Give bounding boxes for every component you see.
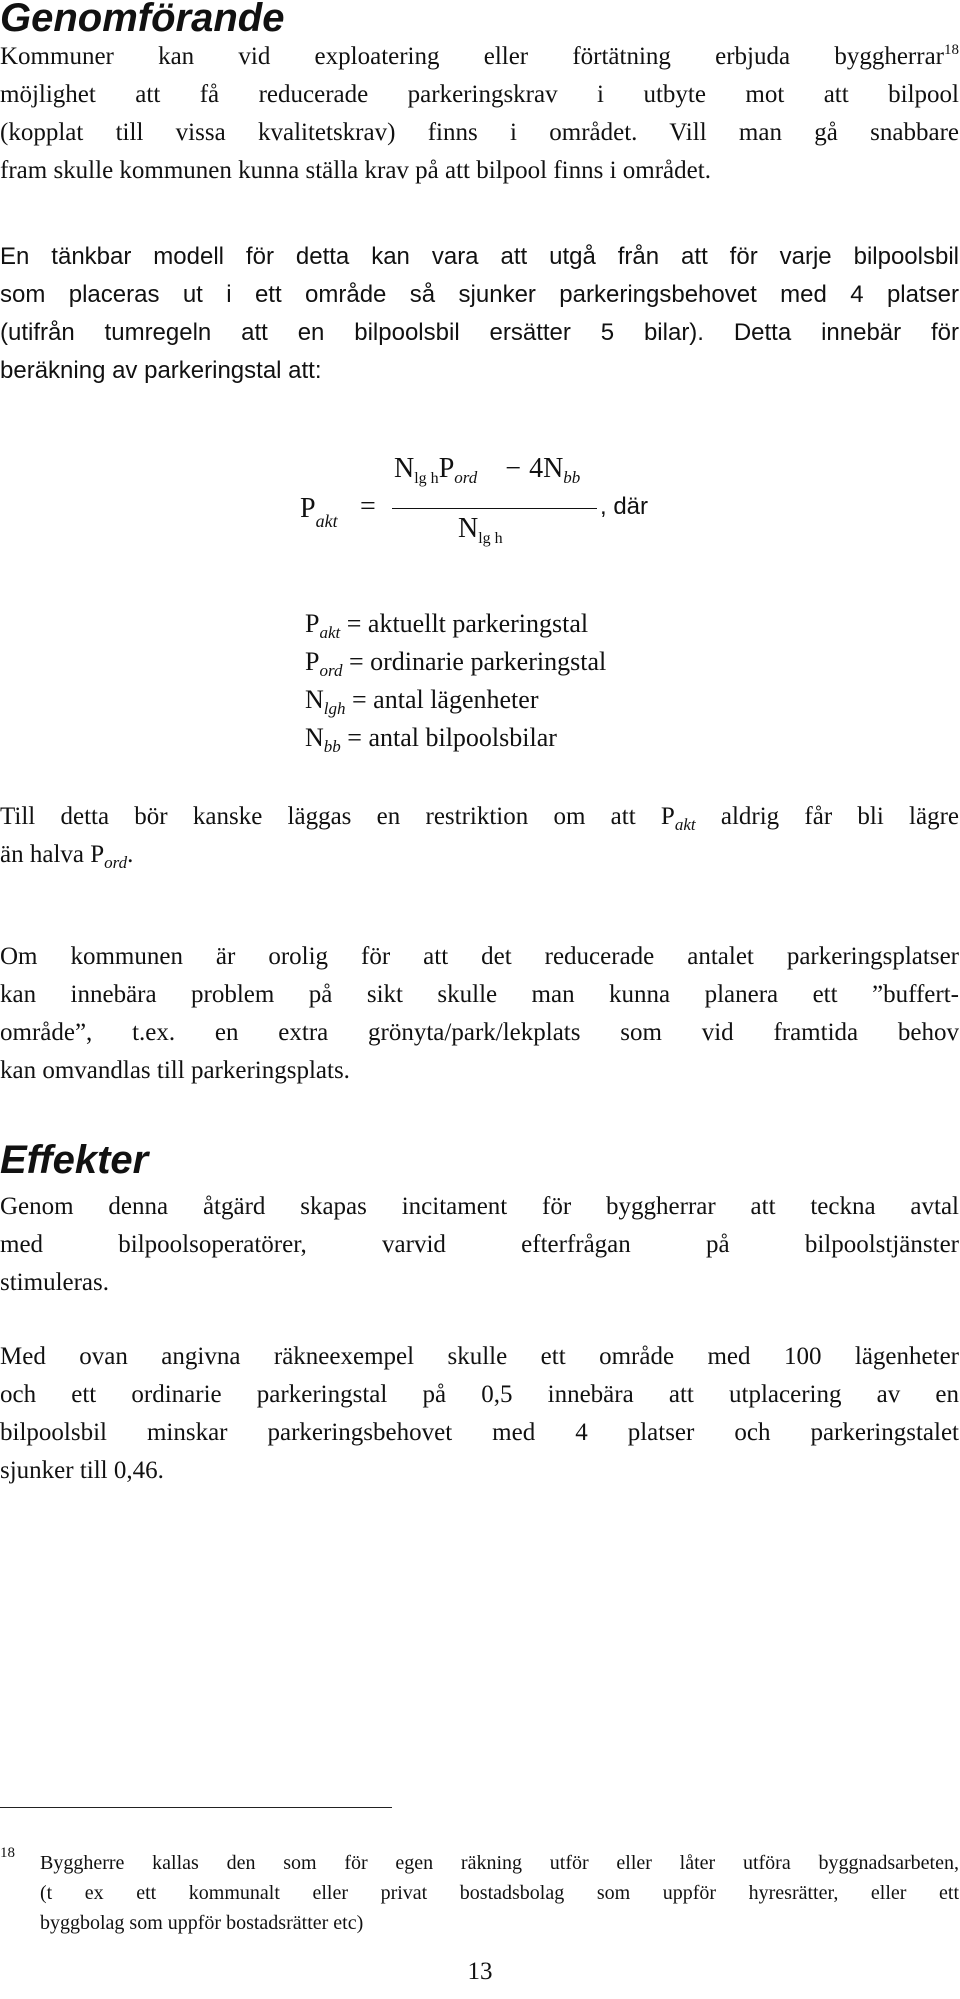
footnote-separator xyxy=(0,1807,392,1808)
section-heading-genomforande: Genomförande xyxy=(0,0,285,40)
text-line: fram skulle kommunen kunna ställa krav på att bilpool finns i området. xyxy=(0,157,711,184)
formula-equals: = xyxy=(360,491,376,522)
footnote-number: 18 xyxy=(0,1845,15,1861)
definition-item: $N_{lgh}$ = antal lägenheter xyxy=(305,685,539,718)
page-number: 13 xyxy=(467,1958,493,1985)
text-line: kan omvandlas till parkeringsplats. xyxy=(0,1057,350,1084)
formula-lhs: $P_{akt}$ xyxy=(300,493,338,531)
text-line: beräkning av parkeringstal att: xyxy=(0,357,322,384)
text-line: Med ovan angivna räkneexempel skulle ett område med 100 lägenheter xyxy=(0,1343,959,1370)
text-line: kan innebära problem på sikt skulle man kunna planera ett ”buffert- xyxy=(0,981,959,1008)
footnote-ref: 18 xyxy=(944,42,959,58)
text-line: och ett ordinarie parkeringstal på 0,5 innebära att utplacering av en xyxy=(0,1381,959,1408)
paragraph-buffer xyxy=(0,938,959,1090)
text-line: (t ex ett kommunalt eller privat bostadsbolag som uppför hyresrätter, eller ett xyxy=(40,1882,959,1904)
text-line: Byggherre kallas den som för egen räkning utför eller låter utföra byggnadsarbeten, xyxy=(40,1852,959,1874)
formula-denominator: $N_{lg h}$ xyxy=(458,513,503,547)
formula-numerator: $N_{lg h}P_{ord} - 4N_{bb}$ xyxy=(394,453,581,487)
text-line: än halva $P_{ord}$. xyxy=(0,841,134,872)
fraction-bar xyxy=(392,508,597,509)
paragraph-effects xyxy=(0,1188,959,1302)
paragraph-model xyxy=(0,238,959,390)
text-line: (utifrån tumregeln att en bilpoolsbil ersätter 5 bilar). Detta innebär för xyxy=(0,319,959,346)
text-line: (kopplat till vissa kvalitetskrav) finns i området. Vill man gå snabbare xyxy=(0,119,959,146)
text-line: Till detta bör kanske läggas en restriktion om att $P_{akt}$ aldrig får bli lägre xyxy=(0,803,959,834)
paragraph-example xyxy=(0,1338,959,1490)
text-line: möjlighet att få reducerade parkeringskrav i utbyte mot att bilpool xyxy=(0,81,959,108)
text-line: En tänkbar modell för detta kan vara att utgå från att för varje bilpoolsbil xyxy=(0,243,959,270)
section-heading-effekter: Effekter xyxy=(0,1138,149,1182)
text-line: Om kommunen är orolig för att det reducerade antalet parkeringsplatser xyxy=(0,943,959,970)
text-line: bilpoolsbil minskar parkeringsbehovet med 4 platser och parkeringstalet xyxy=(0,1419,959,1446)
text-line: som placeras ut i ett område så sjunker parkeringsbehovet med 4 platser xyxy=(0,281,959,308)
definitions-list xyxy=(305,605,606,757)
text-line: Kommuner kan vid exploatering eller förtätning erbjuda byggherrar$^{18}$ xyxy=(0,42,959,70)
footnote-text xyxy=(40,1848,959,1938)
definition-item: $P_{akt}$ = aktuellt parkeringstal xyxy=(305,609,589,642)
text-line: sjunker till 0,46. xyxy=(0,1457,164,1484)
text-line: byggbolag som uppför bostadsrätter etc) xyxy=(40,1912,364,1934)
text-line: område”, t.ex. en extra grönyta/park/lekplats som vid framtida behov xyxy=(0,1019,959,1046)
definition-item: $P_{ord}$ = ordinarie parkeringstal xyxy=(305,647,607,680)
text-line: med bilpoolsoperatörer, varvid efterfrågan på bilpoolstjänster xyxy=(0,1231,959,1258)
paragraph-restriction xyxy=(0,798,959,874)
definition-item: $N_{bb}$ = antal bilpoolsbilar xyxy=(305,723,557,756)
formula-suffix: , där xyxy=(600,493,649,520)
text-line: Genom denna åtgärd skapas incitament för byggherrar att teckna avtal xyxy=(0,1193,959,1220)
formula-parkeringstal xyxy=(300,455,700,565)
paragraph-intro xyxy=(0,38,959,190)
text-line: stimuleras. xyxy=(0,1269,110,1296)
